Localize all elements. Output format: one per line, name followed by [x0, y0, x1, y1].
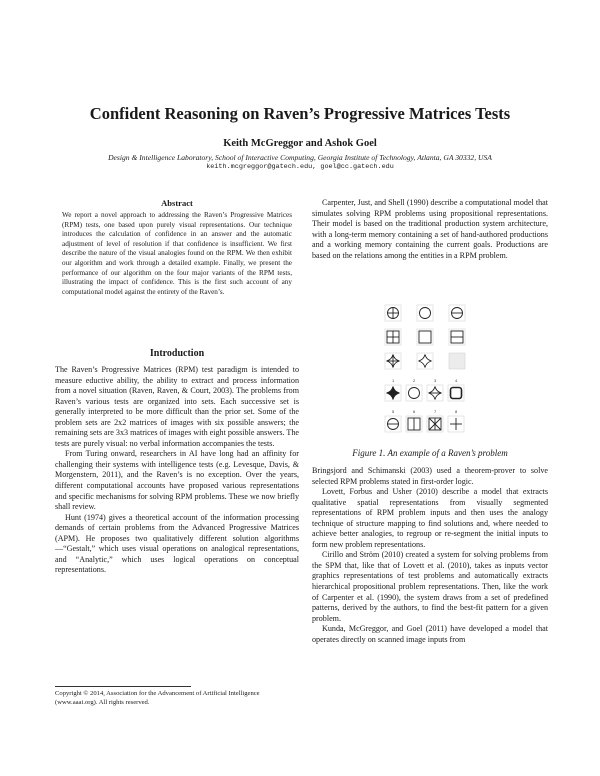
- matrix-cell-4: [385, 329, 401, 345]
- bringsjord-paragraph: Bringsjord and Schimanski (2003) used a theorem-prover to solve selected RPM problems stated in first-order logic.: [312, 466, 548, 486]
- answer-option-1: [385, 385, 401, 401]
- introduction-heading: Introduction: [149, 348, 205, 359]
- intro-paragraph-2: From Turing onward, researchers in AI have long had an affinity for challenging their systems with intelligence tests (e.g. Levesque, Davis, & Morgenstern, 2011), and the Raven’s is no exception. Over the years, different computational accounts have proposed various representations and specific mechanisms for solving RPM problems. These we now briefly shall review.: [55, 449, 299, 512]
- abstract-text: We report a novel approach to addressing the Raven’s Progressive Matrices (RPM) tests, one based upon purely visual representations. Our technique introduces the calculation of confidence in an answer and the automatic adjustment of level of resolution if that confidence is insufficient. We first describe the nature of the visual analogies found on the RPM. We then exhibit our algorithm and work through a detailed example. Finally, we present the performance of our algorithm on the four major variants of the RPM tests, illustrating the impact of confidence. This is the first such account of any computational model against the entirety of the Raven’s.: [62, 211, 292, 296]
- answer-option-3: [427, 385, 443, 401]
- introduction-body: [55, 365, 299, 576]
- raven-problem-figure: [382, 302, 468, 442]
- matrix-cell-1: [385, 305, 401, 321]
- answer-option-8: [448, 416, 464, 432]
- answer-number-6: 6: [413, 409, 416, 414]
- answer-number-4: 4: [455, 378, 458, 383]
- matrix-cell-3: [449, 305, 465, 321]
- matrix-cell-6: [449, 329, 465, 345]
- lovett-paragraph: Lovett, Forbus and Usher (2010) describe a model that extracts qualitative spatial representations from visually segmented representations of RPM problem inputs and then uses the analogy technique of structure mapping to find solutions and, where needed to achieve better analogies, to regroup or re-segment the initial inputs to form new problem representations.: [312, 487, 548, 549]
- intro-paragraph-3: Hunt (1974) gives a theoretical account of the information processing demands of certain problems from the Advanced Progressive Matrices (APM). He proposes two qualitatively different solution algorithms—“Gestalt,” which uses visual operations on analogical representations, and “Analytic,” which uses logical operations on conceptual representations.: [55, 512, 299, 575]
- author-emails: keith.mcgreggor@gatech.edu, goel@cc.gatech.edu: [206, 163, 394, 171]
- matrix-cell-2: [417, 305, 433, 321]
- author-names: Keith McGreggor and Ashok Goel: [223, 138, 377, 149]
- carpenter-paragraph: Carpenter, Just, and Shell (1990) describe a computational model that simulates solving RPM problems using propositional representations. Their model is based on the traditional production system architecture, with a long-term memory containing a set of hand-authored productions and a working memory containing the current goals. Productions are based on the relations among the entities in a RPM problem.: [312, 198, 548, 260]
- right-column-bottom: [312, 466, 548, 645]
- matrix-cell-8: [417, 353, 433, 369]
- cirillo-paragraph: Cirillo and Ström (2010) created a system for solving problems from the SPM that, like that of Lovett et al. (2010), takes as inputs vector graphics representations of test problems and automatically extracts hierarchical propositional problem representations. Then, like the work of Carpenter et al. (1990), the system draws from a set of predefined patterns, derived by the authors, to find the best-fit pattern for a given problem.: [312, 550, 548, 623]
- answer-option-5: [385, 416, 401, 432]
- author-affiliation: Design & Intelligence Laboratory, School of Interactive Computing, Georgia Institute of Technology, Atlanta, GA 30332, USA: [108, 153, 492, 162]
- answer-option-6: [406, 416, 422, 432]
- footnote-rule: [55, 686, 191, 687]
- answer-number-8: 8: [455, 409, 458, 414]
- intro-paragraph-1: The Raven’s Progressive Matrices (RPM) test paradigm is intended to measure eductive ability, the ability to extract and process information from a novel situation (Raven, Raven, & Court, 2003). The problems from Raven’s various tests are organized into sets. Each successive set is generally interpreted to be more difficult than the prior set. Some of the problem sets are 2x2 matrices of images with six possible answers; the remaining sets are 3x3 matrices of images with eight possible answers. The tests are purely visual: no verbal information accompanies the tests.: [55, 365, 299, 448]
- copyright-footnote: Copyright © 2014, Association for the Advancement of Artificial Intelligence (www.aaai.org). All rights reserved.: [55, 690, 260, 706]
- answer-option-4: [448, 385, 464, 401]
- kunda-paragraph: Kunda, McGreggor, and Goel (2011) have developed a model that operates directly on scanned image inputs from: [312, 624, 548, 644]
- answer-number-1: 1: [392, 378, 395, 383]
- figure-caption: Figure 1. An example of a Raven’s problem: [352, 448, 508, 458]
- paper-title: Confident Reasoning on Raven’s Progressive Matrices Tests: [89, 104, 511, 123]
- answer-number-7: 7: [434, 409, 437, 414]
- abstract-heading: Abstract: [161, 198, 193, 208]
- right-column-top: [312, 198, 548, 261]
- answer-number-5: 5: [392, 409, 395, 414]
- matrix-cell-7: [385, 353, 401, 369]
- answer-number-3: 3: [434, 378, 437, 383]
- matrix-cell-missing: [449, 353, 465, 369]
- answer-option-2: [406, 385, 422, 401]
- matrix-cell-5: [417, 329, 433, 345]
- answer-option-7: [427, 416, 443, 432]
- answer-number-2: 2: [413, 378, 416, 383]
